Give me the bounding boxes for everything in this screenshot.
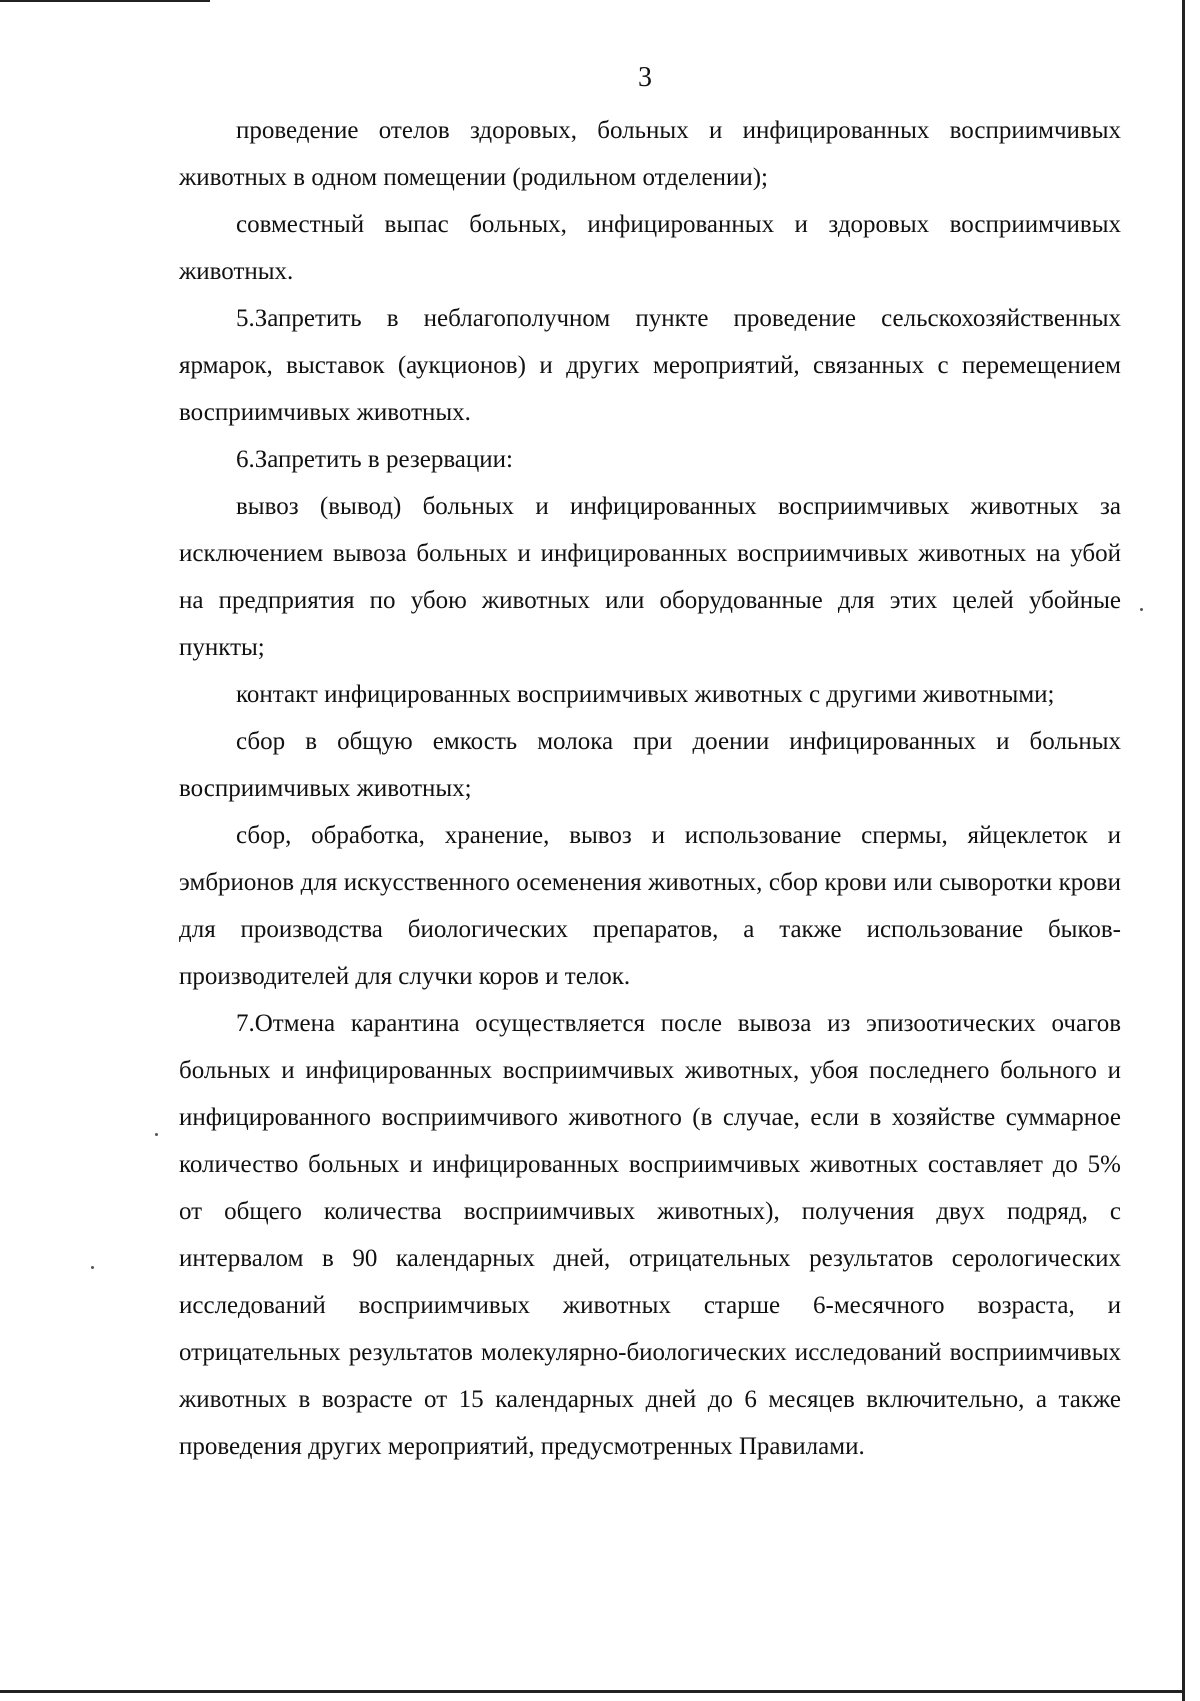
scan-speck: [1140, 608, 1143, 611]
paragraph: проведение отелов здоровых, больных и инфицированных восприимчивых животных в одном помещении (родильном отделении);: [179, 117, 1121, 191]
paragraph: 5.Запретить в неблагополучном пункте проведение сельскохозяйственных ярмарок, выставок (аукционов) и других мероприятий, связанных с перемещением восприимчивых животных.: [179, 305, 1121, 426]
scan-edge-right: [1182, 0, 1185, 1701]
paragraph: совместный выпас больных, инфицированных и здоровых восприимчивых животных.: [179, 211, 1121, 285]
scan-edge-bottom: [0, 1690, 1185, 1693]
paragraph: 7.Отмена карантина осуществляется после вывоза из эпизоотических очагов больных и инфицированных восприимчивых животных, убоя последнего больного и инфицированного восприимчивого животного (в случае, если в хозяйстве суммарное количество больных и инфицированных восприимчивых животных составляет до 5% от общего количества восприимчивых животных), получения двух подряд, с интервалом в 90 календарных дней, отрицательных результатов серологических исследований восприимчивых животных старше 6-месячного возраста, и отрицательных результатов молекулярно-биологических исследований восприимчивых животных в возрасте от 15 календарных дней до 6 месяцев включительно, а также проведения других мероприятий, предусмотренных Правилами.: [179, 1010, 1121, 1460]
scan-speck: [155, 1133, 158, 1136]
page-number: 3: [638, 62, 652, 93]
scan-edge-top: [0, 0, 210, 2]
scan-speck: [91, 1266, 94, 1269]
document-body: [179, 107, 1121, 1470]
paragraph: 6.Запретить в резервации:: [236, 446, 513, 473]
paragraph: сбор, обработка, хранение, вывоз и использование спермы, яйцеклеток и эмбрионов для искусственного осеменения животных, сбор крови или сыворотки крови для производства биологических препаратов, а также использование быков-производителей для случки коров и телок.: [179, 822, 1121, 990]
paragraph: контакт инфицированных восприимчивых животных с другими животными;: [236, 681, 1055, 708]
paragraph: вывоз (вывод) больных и инфицированных восприимчивых животных за исключением вывоза больных и инфицированных восприимчивых животных на убой на предприятия по убою животных или оборудованные для этих целей убойные пункты;: [179, 493, 1121, 661]
paragraph: сбор в общую емкость молока при доении инфицированных и больных восприимчивых животных;: [179, 728, 1121, 802]
